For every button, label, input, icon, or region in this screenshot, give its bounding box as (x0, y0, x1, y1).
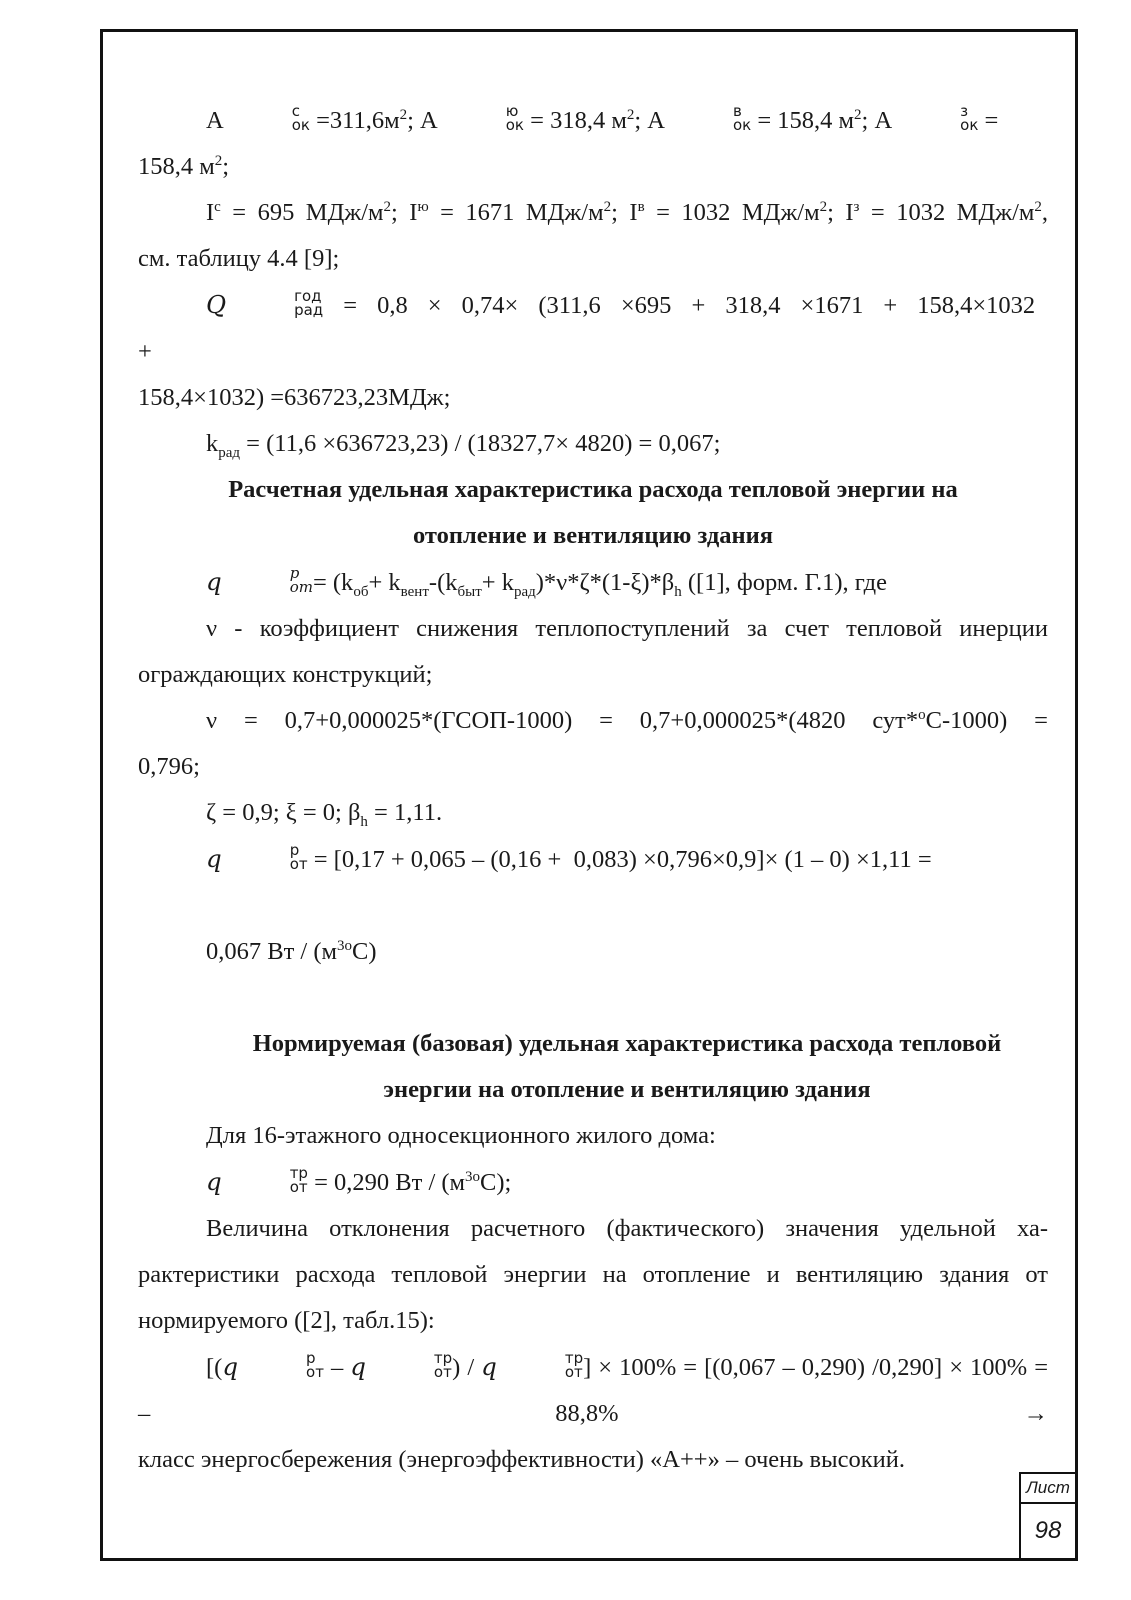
nu-result: 0,796; (138, 753, 200, 780)
table-reference: см. таблицу 4.4 [9]; (138, 245, 340, 272)
nu-calc: ν = 0,7+0,000025*(ГСОП-1000) = 0,7+0,000025*(4820 сут*$^о$С-1000) = (206, 706, 1048, 734)
l1-text: A с ок $=311,6м^2$; A ю ок = 318,4 $м^2$; A в ок = 158,4 $м^2$; A з ок = 158,4 $м^2$; (138, 102, 999, 180)
k-rad-formula: $k_{рад} = (11,6 \times 636723,23) / (18327,7\times 4820) = 0,067$; (206, 430, 721, 461)
deviation-calc: [(q р от – q тр от ) / q тр от ] × 100% = [(0,067 – 0,290) /0,290] × 100% = – 88,8% → (138, 1349, 1049, 1427)
q-ot-result: 0,067 Вт / $(м^{3о}С)$ (206, 937, 377, 965)
q-norm: q тр от = 0,290 Вт / $(м^{3о}С)$; (206, 1164, 512, 1197)
section-heading-2b: энергии на отопление и вентиляцию здания (383, 1076, 871, 1103)
q-ot-calc: q р от = [0,17 + 0,065 – (0,16 + 0,083) ×0,796×0,9]× (1 – 0) ×1,11 = (206, 841, 932, 874)
sheet-number: 98 (1034, 1517, 1062, 1544)
q-rad-result: 158,4×1032) =636723,23МДж; (138, 384, 451, 411)
section-heading-2a: Нормируемая (базовая) удельная характеристика расхода тепловой (252, 1030, 1002, 1057)
q-ot-formula: q p от = ($k_{об}+ k_{вент}-(k_{быт}+ k_{рад})*\nu*\zeta*(1-\xi)*\beta_h$ ([1], форм. Г.1), где (206, 564, 887, 600)
deviation-text-3: нормируемого ([2], табл.15): (138, 1307, 435, 1334)
energy-class: класс энергосбережения (энергоэффективности) «А++» – очень высокий. (138, 1446, 905, 1473)
window-areas-line (138, 98, 1048, 190)
q-rad-formula: Q год рад = 0,8 × 0,74× (311,6 ×695 + 318,4 ×1671 + 158,4×1032 + (138, 287, 1048, 365)
radiation-line: $I^с = 695$ МДж/$м^2$; $I^ю = 1671$ МДж/$м^2$; $I^в = 1032$ МДж/$м^2$; $I^з = 1032$ МДж/$м^2$, (206, 198, 1049, 226)
sheet-label: Лист (1021, 1474, 1075, 1504)
nu-definition-1: ν - коэффициент снижения теплопоступлений за счет тепловой инерции (206, 615, 1048, 642)
coefficients-line: ζ = 0,9; ξ = 0; $\beta_h = 1,11$. (206, 799, 443, 830)
sheet-number-stamp (1019, 1472, 1075, 1558)
deviation-text-1: Величина отклонения расчетного (фактического) значения удельной ха- (206, 1215, 1048, 1242)
document-body (138, 98, 1048, 1483)
section-heading-1a: Расчетная удельная характеристика расхода тепловой энергии на (228, 476, 958, 503)
nu-definition-2: ограждающих конструкций; (138, 661, 433, 688)
section-heading-1b: отопление и вентиляцию здания (412, 522, 774, 549)
building-type: Для 16-этажного односекционного жилого дома: (206, 1122, 716, 1149)
deviation-text-2: рактеристики расхода тепловой энергии на отопление и вентиляцию здания от (138, 1261, 1048, 1288)
